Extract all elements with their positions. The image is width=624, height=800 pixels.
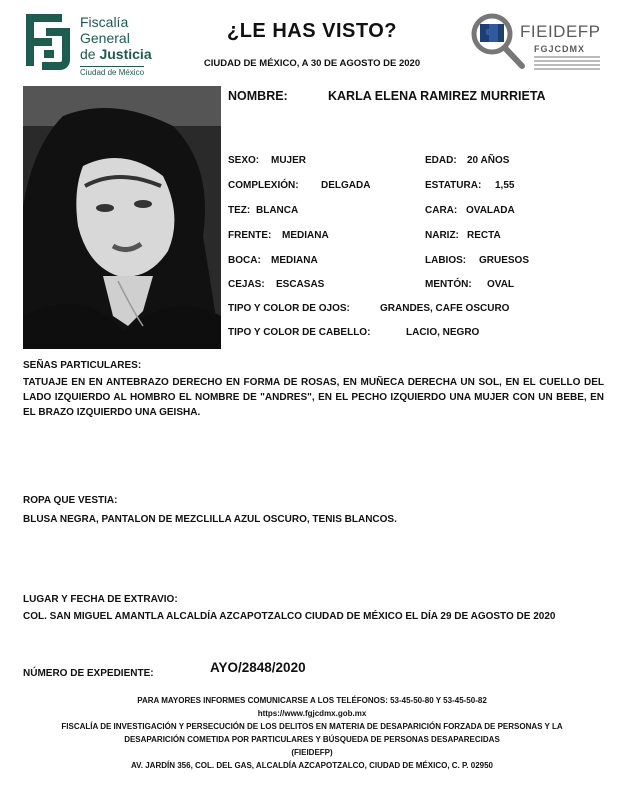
- edad-label: EDAD:: [425, 155, 457, 166]
- senas-label: SEÑAS PARTICULARES:: [23, 360, 142, 371]
- complexion-value: DELGADA: [321, 180, 371, 191]
- nariz-label: NARIZ:: [425, 230, 459, 241]
- footer-url[interactable]: https://www.fgjcdmx.gob.mx: [257, 709, 367, 718]
- footer: [40, 694, 584, 772]
- labios-value: GRUESOS: [479, 255, 530, 266]
- fgj-logo-text: Fiscalía General de Justicia: [80, 14, 152, 62]
- name-label: NOMBRE:: [228, 89, 288, 103]
- cara-value: OVALADA: [466, 205, 515, 216]
- name-value: KARLA ELENA RAMIREZ MURRIETA: [328, 89, 546, 103]
- tez-label: TEZ:: [228, 205, 251, 216]
- person-photo: [23, 86, 221, 349]
- estatura-label: ESTATURA:: [425, 180, 482, 191]
- cejas-value: ESCASAS: [276, 279, 325, 290]
- cabello-value: LACIO, NEGRO: [406, 327, 480, 338]
- person-photo-image: [23, 86, 221, 349]
- expediente-label: NÚMERO DE EXPEDIENTE:: [23, 668, 154, 679]
- cejas-label: CEJAS:: [228, 279, 265, 290]
- header: [0, 0, 624, 84]
- ropa-label: ROPA QUE VESTIA:: [23, 495, 118, 506]
- ropa-text: BLUSA NEGRA, PANTALON DE MEZCLILLA AZUL OSCURO, TENIS BLANCOS.: [23, 514, 397, 525]
- fieidefp-logo-subtitle: FGJCDMX: [534, 44, 586, 54]
- fgj-logo-icon: [22, 10, 74, 70]
- ojos-value: GRANDES, CAFE OSCURO: [380, 303, 510, 314]
- fgj-logo-subtitle: Ciudad de México: [80, 68, 145, 77]
- boca-value: MEDIANA: [271, 255, 318, 266]
- expediente-value: AYO/2848/2020: [210, 660, 306, 675]
- fieidefp-logo: [468, 10, 608, 78]
- lugar-text: COL. SAN MIGUEL AMANTLA ALCALDÍA AZCAPOTZALCO CIUDAD DE MÉXICO EL DÍA 29 DE AGOSTO DE 2020: [23, 611, 556, 622]
- lugar-label: LUGAR Y FECHA DE EXTRAVIO:: [23, 594, 178, 605]
- frente-label: FRENTE:: [228, 230, 272, 241]
- labios-label: LABIOS:: [425, 255, 467, 266]
- fgj-logo: [22, 8, 162, 77]
- edad-value: 20 AÑOS: [467, 155, 510, 166]
- complexion-label: COMPLEXIÓN:: [228, 180, 299, 191]
- nariz-value: RECTA: [467, 230, 501, 241]
- sexo-value: MUJER: [271, 155, 307, 166]
- estatura-value: 1,55: [495, 180, 515, 191]
- cara-label: CARA:: [425, 205, 458, 216]
- tez-value: BLANCA: [256, 205, 299, 216]
- footer-agency: FISCALÍA DE INVESTIGACIÓN Y PERSECUCIÓN DE LOS DELITOS EN MATERIA DE DESAPARICIÓN FORZADA DE PERSONAS Y LA DESAPARICIÓN COMETIDA POR PARTICULARES Y BÚSQUEDA DE PERSONAS DESAPARECIDAS: [61, 722, 563, 744]
- magnifier-puzzle-icon: [468, 10, 526, 70]
- footer-acronym: (FIEIDEFP): [291, 748, 333, 757]
- menton-value: OVAL: [487, 279, 515, 290]
- menton-label: MENTÓN:: [425, 279, 472, 290]
- fieidefp-logo-fine-print: [534, 56, 600, 72]
- fieidefp-logo-title: FIEIDEFP: [520, 22, 601, 41]
- senas-text: TATUAJE EN EN ANTEBRAZO DERECHO EN FORMA DE ROSAS, EN MUÑECA DERECHA UN SOL, EN EL CUELLO DEL LADO IZQUIERDO AL HOMBRO EL NOMBRE DE "ANDRES", EN EL PECHO IZQUIERDO UNA MUJER CON UN BEBE, EN EL BRAZO IZQUIERDO UNA GEISHA.: [23, 377, 604, 418]
- cabello-label: TIPO Y COLOR DE CABELLO:: [228, 327, 371, 338]
- sexo-label: SEXO:: [228, 155, 260, 166]
- page-title: ¿LE HAS VISTO?: [227, 20, 397, 42]
- date-line: CIUDAD DE MÉXICO, A 30 DE AGOSTO DE 2020: [203, 58, 421, 69]
- footer-address: AV. JARDÍN 356, COL. DEL GAS, ALCALDÍA AZCAPOTZALCO, CIUDAD DE MÉXICO, C. P. 02950: [131, 761, 493, 770]
- ojos-label: TIPO Y COLOR DE OJOS:: [228, 303, 350, 314]
- frente-value: MEDIANA: [282, 230, 329, 241]
- boca-label: BOCA:: [228, 255, 261, 266]
- footer-phones: PARA MAYORES INFORMES COMUNICARSE A LOS TELÉFONOS: 53-45-50-80 Y 53-45-50-82: [137, 696, 487, 705]
